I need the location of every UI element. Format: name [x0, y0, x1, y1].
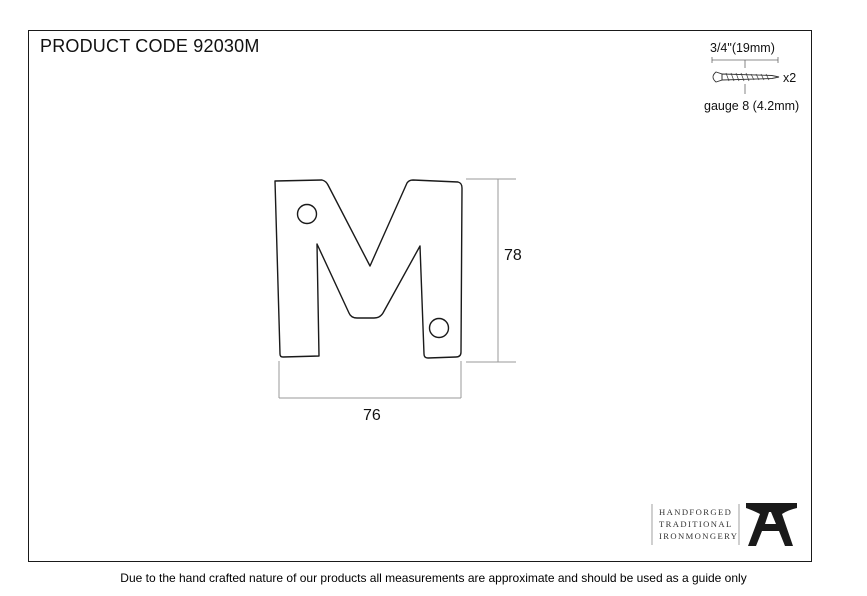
logo-text-line1: HANDFORGED: [659, 507, 733, 517]
letter-m-outline: [275, 180, 462, 358]
logo-text-line3: IRONMONGERY: [659, 531, 739, 541]
width-dimension-label: 76: [363, 407, 381, 424]
footer-disclaimer: Due to the hand crafted nature of our products all measurements are approximate and should be used as a guide only: [120, 571, 747, 585]
screw-icon: [713, 72, 779, 82]
logo-text-line2: TRADITIONAL: [659, 519, 733, 529]
screw-hole-top: [298, 205, 317, 224]
product-code-title: PRODUCT CODE 92030M: [40, 36, 260, 56]
screw-gauge-label: gauge 8 (4.2mm): [704, 99, 800, 113]
screw-quantity-label: x2: [783, 71, 797, 85]
height-dimension-label: 78: [504, 247, 522, 264]
anvil-a-icon: [746, 503, 797, 546]
screw-length-label: 3/4"(19mm): [710, 41, 775, 55]
screw-hole-bottom: [430, 319, 449, 338]
